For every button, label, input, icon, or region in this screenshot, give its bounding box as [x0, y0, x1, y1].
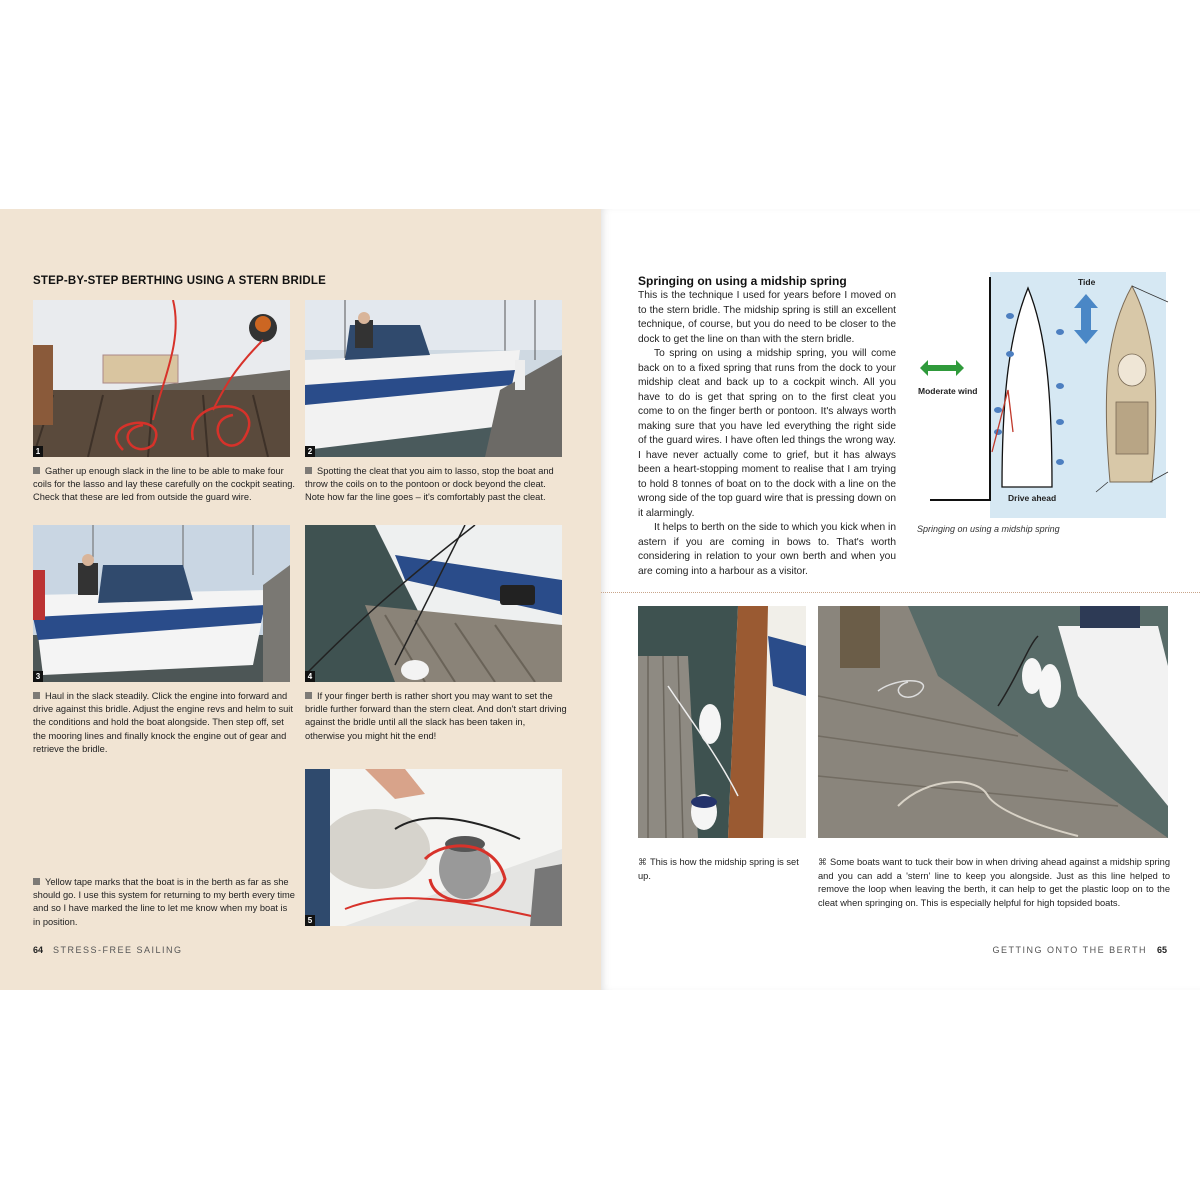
bullet-icon: [33, 467, 40, 474]
step-photo-4: [305, 525, 562, 682]
bullet-icon: [33, 692, 40, 699]
right-footer: [992, 945, 1167, 955]
step-caption-1: Gather up enough slack in the line to be able to make four coils for the lasso and lay these carefully on the cockpit seating. Check that these are led from outside the guard wire.: [33, 466, 296, 503]
diagram-caption: Springing on using a midship spring: [917, 524, 1060, 534]
paragraph-1: This is the technique I used for years before I moved on to the stern bridle. The midship spring is still an excellent technique, of course, but you do need to be closer to the dock to get the line on than with the stern bridle.: [638, 290, 896, 345]
stern-line-photo: [818, 606, 1168, 838]
paragraph-3: It helps to berth on the side to which you kick when in astern if you are coming in bows to. That's worth considering in relation to your own berth and when you are coming into a harbour as a visitor.: [638, 522, 896, 577]
step-photo-1: [33, 300, 290, 457]
step-number-1: 1: [33, 446, 43, 457]
left-footer: [33, 945, 183, 955]
step-number-4: 4: [305, 671, 315, 682]
step-number-5: 5: [305, 915, 315, 926]
step-photo-3: [33, 525, 290, 682]
photo-caption-2: ⌘ Some boats want to tuck their bow in when driving ahead against a midship spring and you can add a 'stern' line to keep you alongside. Just as this line helped to remove the loop when leaving the berth, it can help to get the plastic loop on to the cleat when springing on. This is especially helpful for high topsided boats.: [818, 857, 1170, 908]
step-caption-2: Spotting the cleat that you aim to lasso, stop the boat and throw the coils on to the pontoon or dock beyond the cleat. Note how far the line goes – it's comfortably past the cleat.: [305, 466, 554, 503]
tide-label: Tide: [1078, 277, 1096, 287]
bullet-icon: [305, 692, 312, 699]
command-icon: ⌘: [638, 858, 647, 868]
step-caption-4: If your finger berth is rather short you may want to set the bridle further forward than the stern cleat. And don't start driving against the bridle until all the slack has been taken in, otherwise you might hit the end!: [305, 691, 567, 741]
paragraph-2: To spring on using a midship spring, you will come back on to a fixed spring that runs from the dock to your midship cleat and back up to a cockpit winch. All you have to do is get that spring on to the first cleat you come to on the finger berth or pontoon. It's always worth making sure that you have led everything the right side of the guard wires. I have often led things the wrong way. I have never actually come to grief, but it has always been a heart-stopping moment to realise that I am trying to hold 8 tonnes of boat on to the dock with a line on the wrong side of the top guard wire that is pressing down on it alarmingly.: [638, 348, 896, 519]
body-text: [638, 289, 896, 579]
midship-spring-photo: [638, 606, 806, 838]
step-photo-2: [305, 300, 562, 457]
page-number-left: 64: [33, 945, 44, 955]
bullet-icon: [305, 467, 312, 474]
command-icon: ⌘: [818, 858, 827, 868]
photo-caption-1: ⌘ This is how the midship spring is set up.: [638, 857, 799, 882]
step-number-3: 3: [33, 671, 43, 682]
midship-spring-diagram: [910, 272, 1170, 520]
section-heading: STEP-BY-STEP BERTHING USING A STERN BRIDLE: [33, 275, 326, 287]
step-photo-5: [305, 769, 562, 926]
drive-label: Drive ahead: [1008, 493, 1057, 503]
running-title-left: STRESS-FREE SAILING: [53, 945, 183, 955]
wind-arrow-icon: [920, 360, 964, 376]
step-caption-5: Yellow tape marks that the boat is in the berth as far as she should go. I use this system for returning to my berth every time and so I have marked the line to let me know when my boat is in position.: [33, 877, 295, 927]
bullet-icon: [33, 878, 40, 885]
section-divider: [601, 592, 1200, 593]
step-number-2: 2: [305, 446, 315, 457]
subheading: Springing on using a midship spring: [638, 274, 847, 288]
page-number-right: 65: [1156, 945, 1167, 955]
step-caption-3: Haul in the slack steadily. Click the engine into forward and drive against this bridle. Adjust the engine revs and helm to suit the conditions and hold the boat alongside. Then step off, set the mooring lines and finally knock the engine out of gear and retrieve the bridle.: [33, 691, 293, 754]
wind-label: Moderate wind: [918, 386, 978, 396]
running-title-right: GETTING ONTO THE BERTH: [992, 945, 1147, 955]
